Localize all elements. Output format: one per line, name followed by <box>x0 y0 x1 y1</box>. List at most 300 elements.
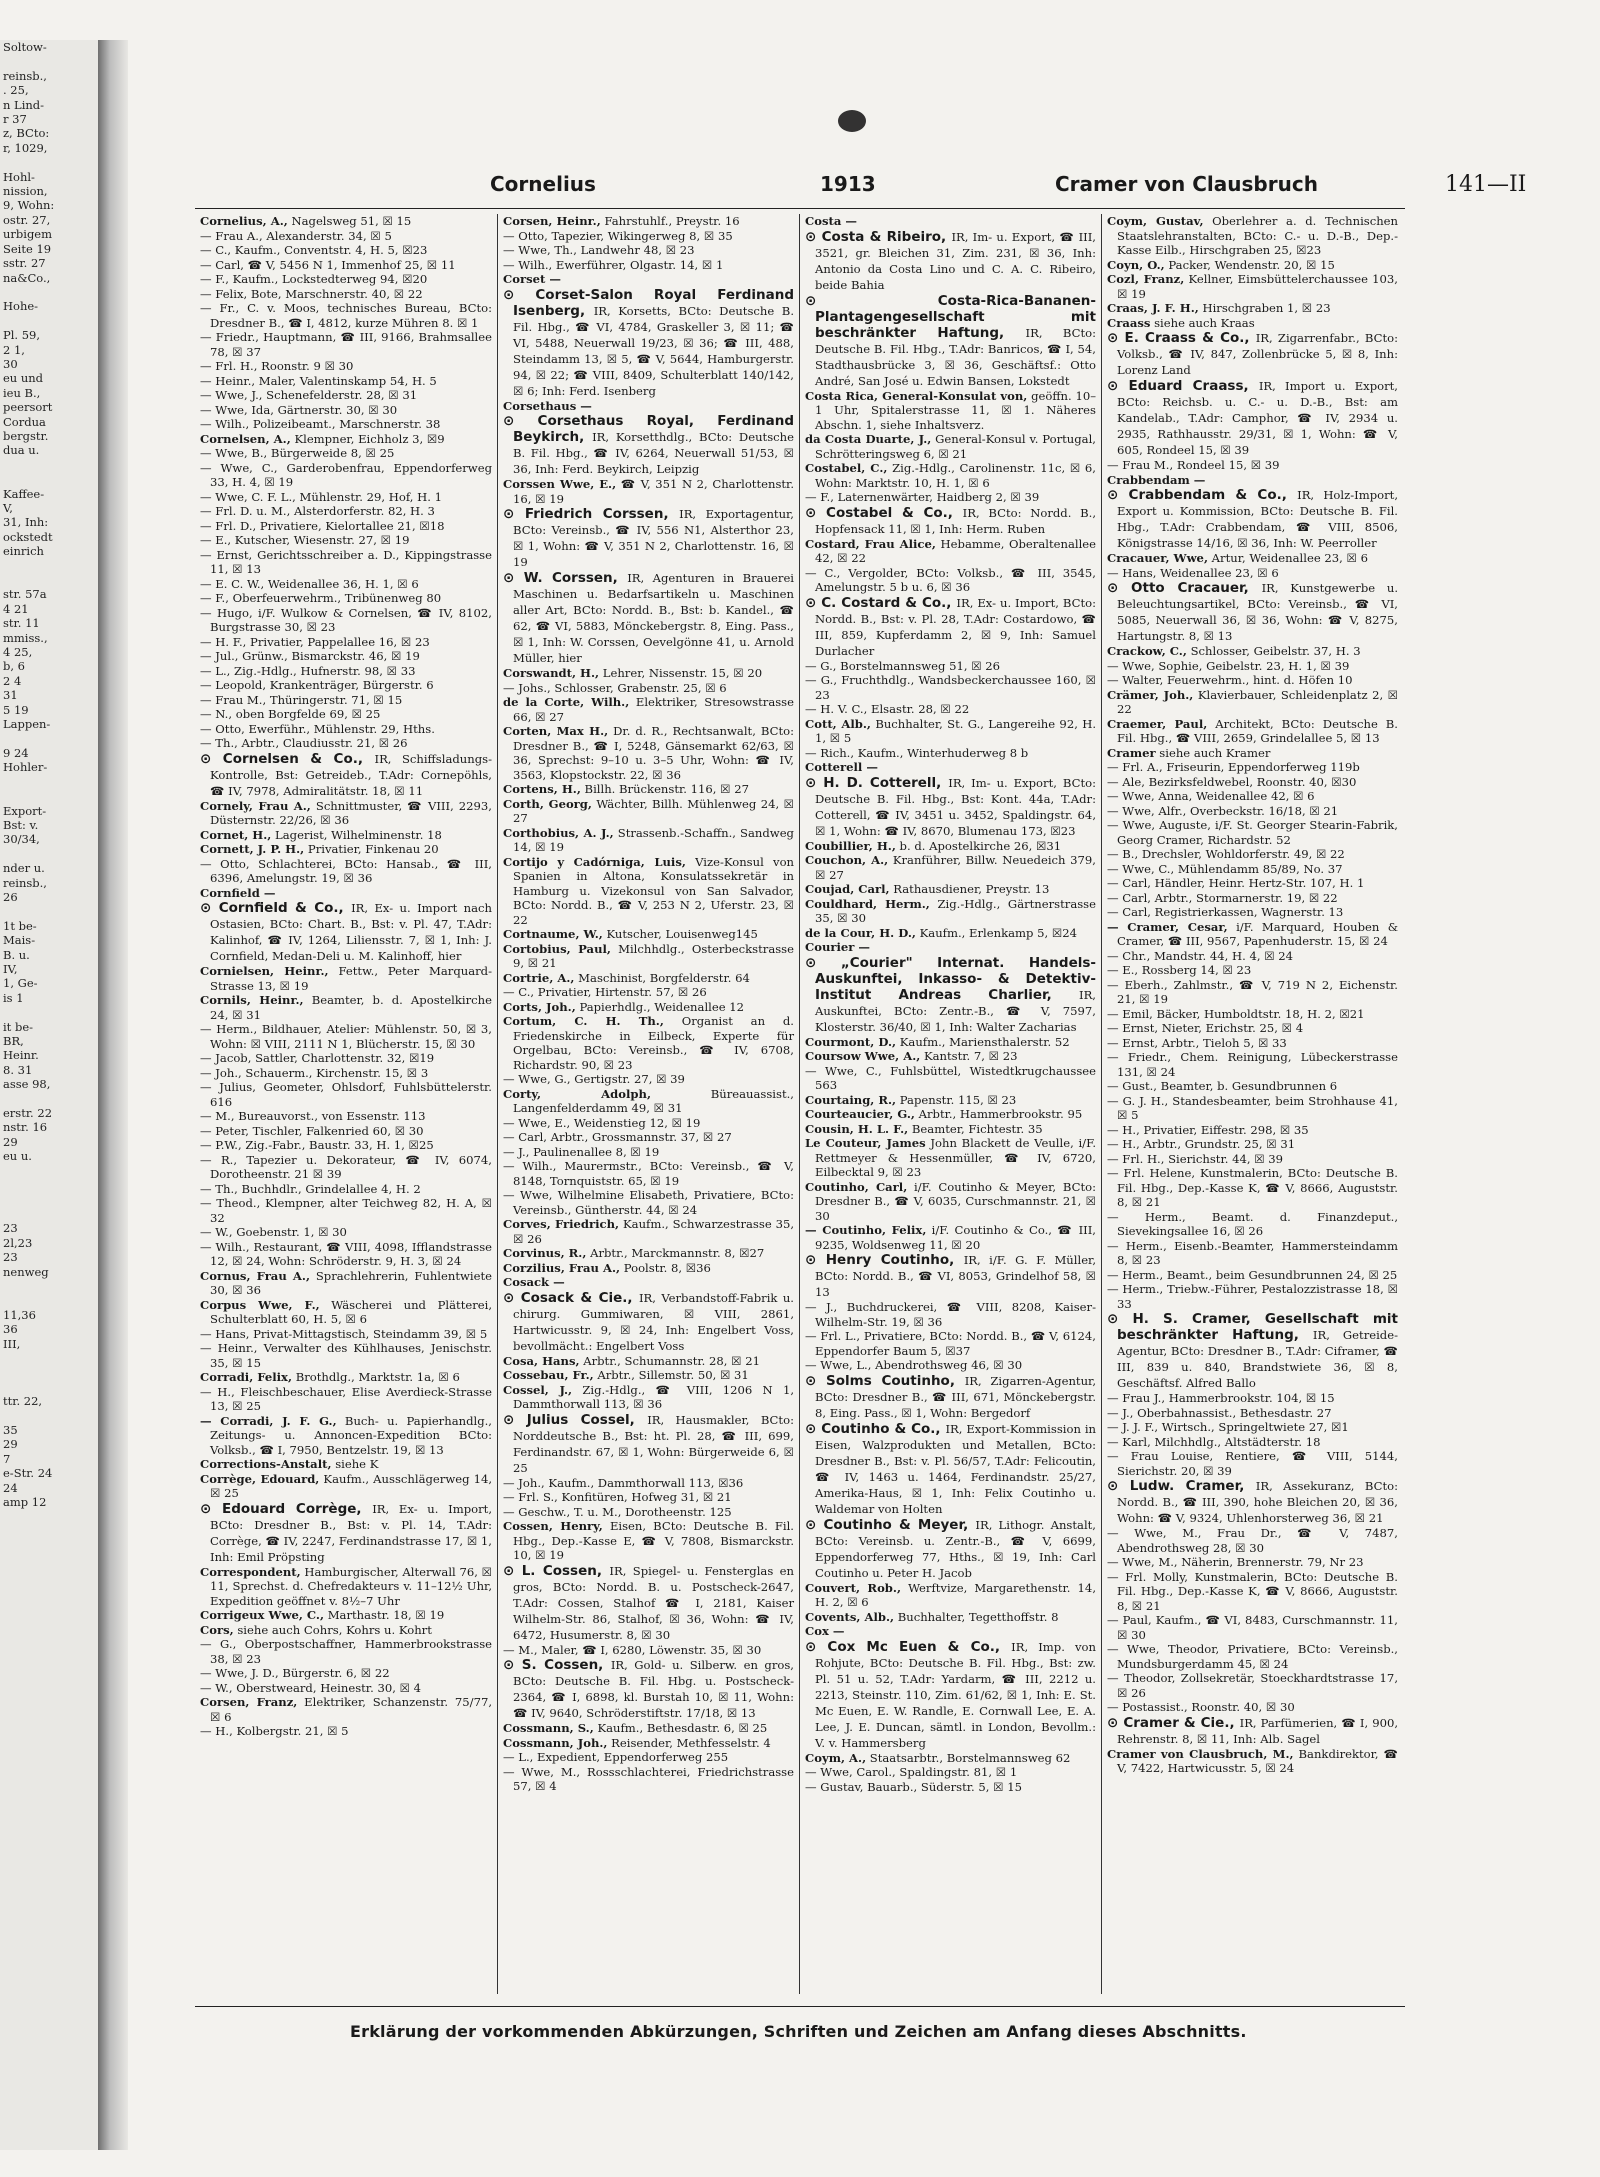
entry-details: Dr. d. R., Rechtsanwalt, BCto: Dresdner B., ☎ I, 5248, Gänsemarkt 62/63, ☒ 36, Sprechst: 9–10 u. 3–5 Uhr, Wohn: ☎ IV, 3563, Klopstockstr. 22, ☒ 36 <box>513 724 795 782</box>
facing-page-line: erstr. 22 <box>3 1106 53 1121</box>
entry-details: Kranführer, Billw. Neuedeich 379, ☒ 27 <box>815 853 1096 882</box>
entry-details: — Rich., Kaufm., Winterhuderweg 8 b <box>805 745 1029 760</box>
entry-details: Hebamme, Oberaltenallee 42, ☒ 22 <box>815 536 1096 565</box>
entry-details: Werftvize, Margarethenstr. 14, H. 2, ☒ 6 <box>815 1580 1096 1609</box>
entry-details: — Frau M., Rondeel 15, ☒ 39 <box>1107 458 1280 472</box>
entry-name: ⊙ Ludw. Cramer, <box>1107 1478 1245 1494</box>
header-first-entry: Cornelius <box>490 172 596 196</box>
entry-name: Craemer, Paul, <box>1107 716 1208 731</box>
directory-entry <box>1107 272 1398 301</box>
facing-page-line: ostr. 27, <box>3 212 51 227</box>
entry-name: Le Couteur, James <box>805 1136 926 1150</box>
directory-entry <box>200 1022 492 1051</box>
entry-name: ⊙ „Courier" Internat. Handels-Auskunftei, Inkasso- & Detektiv-Institut Andreas Charlier, <box>805 954 1096 1003</box>
entry-name: Cott, Alb., <box>805 716 871 731</box>
entry-name: ⊙ C. Costard & Co., <box>805 594 952 611</box>
facing-page-line: ieu B., <box>3 385 41 400</box>
entry-details: Oberlehrer a. d. Technischen Staatslehranstalten, BCto: C.- u. D.-B., Dep.-Kasse Eilb., Hirschgraben 25, ☒23 <box>1117 214 1399 257</box>
entry-details: — Frl. D. u. M., Alsterdorferstr. 82, H. 3 <box>200 504 435 518</box>
directory-entry <box>503 413 794 477</box>
entry-details: — H., Privatier, Eiffestr. 298, ☒ 35 <box>1107 1122 1309 1137</box>
directory-entry <box>805 1624 1096 1639</box>
directory-entry <box>1107 1747 1398 1776</box>
entry-details: Brothdlg., Marktstr. 1a, ☒ 6 <box>295 1370 460 1384</box>
entry-name: Costabel, C., <box>805 461 888 475</box>
entry-details: IR, Korsetthdlg., BCto: Deutsche B. Fil. Hbg., ☎ IV, 6264, Neuerwall 51/53, ☒ 36, Inh: Ferd. Beykirch, Leipzig <box>513 430 794 476</box>
directory-entry <box>200 722 492 737</box>
entry-name: ⊙ Costabel & Co., <box>805 504 953 521</box>
directory-entry <box>805 432 1096 461</box>
directory-entry <box>1107 316 1398 331</box>
entry-details: Papierhdlg., Weidenallee 12 <box>579 999 745 1014</box>
entry-details: — Frl. Molly, Kunstmalerin, BCto: Deutsche B. Fil. Hbg., Dep.-Kasse K, ☎ V, 8666, Auguststr. 8, ☒ 21 <box>1107 1569 1398 1613</box>
entry-name: Cornils, Heinr., <box>200 993 304 1007</box>
entry-name: Corzilius, Frau A., <box>503 1260 621 1275</box>
directory-entry <box>1107 1406 1398 1421</box>
entry-name: Corrigeux Wwe, C., <box>200 1608 324 1622</box>
directory-entry <box>805 659 1096 674</box>
directory-entry <box>200 1225 492 1240</box>
directory-entry <box>805 1581 1096 1610</box>
entry-name: de la Cour, H. D., <box>805 925 916 940</box>
entry-details: — Joh., Schauerm., Kirchenstr. 15, ☒ 3 <box>200 1065 429 1080</box>
facing-page-line: 35 <box>3 1423 18 1437</box>
facing-page-line: Heinr. <box>3 1048 39 1063</box>
entry-name: Cortrie, A., <box>503 970 575 985</box>
facing-page-line <box>0 1409 100 1423</box>
entry-name: Crämer, Joh., <box>1107 687 1194 702</box>
facing-page-line: eu und <box>3 371 44 386</box>
column-1 <box>195 214 497 1994</box>
directory-entry <box>200 606 492 635</box>
facing-page-line: einrich <box>3 544 44 559</box>
entry-details: IR, Schiffsladungs-Kontrolle, Bst: Getreideb., T.Adr: Cornepöhls, ☎ IV, 7978, Admiralitätstr. 18, ☒ 11 <box>210 751 493 798</box>
directory-entry <box>1107 1021 1398 1036</box>
entry-details: geöffn. 10–1 Uhr, Spitalerstrasse 11, ☒ 1. Näheres Abschn. 1, siehe Inhaltsverz. <box>815 388 1096 432</box>
entry-name: Covents, Alb., <box>805 1609 895 1624</box>
directory-entry <box>200 1269 492 1298</box>
entry-name: ⊙ Crabbendam & Co., <box>1107 487 1287 503</box>
directory-entry <box>1107 949 1398 964</box>
entry-details: Büreauassist., Langenfelderdamm 49, ☒ 31 <box>513 1086 794 1115</box>
entry-details: — Wwe, C., Mühlendamm 85/89, No. 37 <box>1107 861 1343 876</box>
facing-page-line: 1t be- <box>3 918 37 933</box>
entry-name: ⊙ Edouard Corrège, <box>200 1500 362 1517</box>
directory-entry <box>503 1145 794 1160</box>
column-3 <box>799 214 1101 1994</box>
entry-name: Corvinus, R., <box>503 1246 587 1260</box>
directory-entry <box>200 751 492 799</box>
directory-entry <box>1107 1036 1398 1051</box>
directory-entry <box>200 828 492 843</box>
entry-name: ⊙ Friedrich Corssen, <box>503 506 669 522</box>
directory-entry <box>1107 905 1398 920</box>
entry-name: Cousin, H. L. F., <box>805 1121 909 1136</box>
entry-details: IR, Export-Kommission in Eisen, Walzprodukten und Metallen, BCto: Dresdner B., Bst: v. Pl. 56/57, T.Adr: Felicoutin, ☎ IV, 1463 u. 1464, Ferdinandstr. 25/27, Amerika-Haus, ☒ 1, Inh: Felix Coutinho u. Waldemar von Holten <box>815 1421 1096 1516</box>
entry-details: — Paul, Kaufm., ☎ VI, 8483, Curschmannstr. 11, ☒ 30 <box>1107 1613 1398 1642</box>
entry-details: — Wwe, C. F. L., Mühlenstr. 29, Hof, H. 1 <box>200 489 442 504</box>
entry-details: Poolstr. 8, ☒36 <box>623 1260 711 1275</box>
entry-details: Privatier, Finkenau 20 <box>307 842 439 856</box>
entry-details: — P.W., Zig.-Fabr., Baustr. 33, H. 1, ☒25 <box>200 1138 434 1152</box>
entry-name: Corrections-Anstalt, <box>200 1457 332 1471</box>
facing-page-line <box>0 573 100 587</box>
entry-name: ⊙ S. Cossen, <box>503 1657 604 1673</box>
entry-name: Craass <box>1107 315 1151 330</box>
directory-entry <box>1107 746 1398 761</box>
entry-details: — G., Borstelmannsweg 51, ☒ 26 <box>805 658 1001 673</box>
running-header <box>490 172 1580 204</box>
entry-details: — Wwe, Wilhelmine Elisabeth, Privatiere, BCto: Vereinsb., Güntherstr. 44, ☒ 24 <box>503 1188 794 1217</box>
entry-name: Cornelsen, A., <box>200 431 291 446</box>
directory-entry <box>805 461 1096 490</box>
facing-page-line: Hohl- <box>3 169 35 184</box>
entry-name: Crackow, C., <box>1107 644 1187 658</box>
facing-page-line: 31, Inh: <box>3 515 49 530</box>
facing-page-line: Cordua <box>3 414 46 429</box>
facing-page-line: Mais- <box>3 933 36 948</box>
entry-details: — Herm., Bildhauer, Atelier: Mühlenstr. 50, ☒ 3, Wohn: ☒ VIII, 2111 N 1, Blücherstr. 15, ☒ 30 <box>200 1022 492 1051</box>
directory-entry <box>805 1252 1096 1300</box>
entry-details: IR, Agenturen in Brauerei Maschinen u. Bedarfsartikeln u. Maschinen aller Art, BCto: Nordd. B., Bst: b. Kandel., ☎ 62, ☎ VI, 5883, Mönckebergstr. 8, Eing. Pass., ☒ 1, Inh: W. Corssen, Oevelgönne 41, u. Arnold Müller, hier <box>513 571 795 665</box>
directory-entry <box>805 775 1096 839</box>
directory-entry <box>1107 963 1398 978</box>
facing-page-line <box>0 1351 100 1365</box>
entry-details: IR, Parfümerien, ☎ I, 900, Rehrenstr. 8, ☒ 11, Inh: Alb. Sagel <box>1117 1715 1399 1746</box>
directory-entry <box>503 1750 794 1765</box>
directory-entry <box>200 229 492 244</box>
entry-name: Cornely, Frau A., <box>200 798 311 813</box>
directory-entry <box>200 799 492 828</box>
directory-entry <box>1107 920 1398 949</box>
entry-name: ⊙ Cosack & Cie., <box>503 1289 633 1306</box>
directory-entry <box>200 736 492 751</box>
entry-name: Cornelius, A., <box>200 214 288 228</box>
directory-entry <box>805 882 1096 897</box>
directory-entry <box>200 1724 492 1739</box>
directory-entry <box>503 782 794 797</box>
entry-details: — Otto, Schlachterei, BCto: Hansab., ☎ III, 6396, Amelungstr. 19, ☒ 36 <box>200 856 492 885</box>
entry-details: IR, Getreide-Agentur, BCto: Dresdner B., T.Adr: Ciframer, ☎ III, 839 u. 840, Brandstwiete 36, ☒ 8, Geschäftsf. Alfred Ballo <box>1117 1328 1399 1390</box>
directory-entry <box>1107 1449 1398 1478</box>
directory-entry <box>200 533 492 548</box>
directory-entry <box>503 695 794 724</box>
entry-details: Kaufm., Schwarzestrasse 35, ☒ 26 <box>513 1217 795 1246</box>
entry-name: Corsethaus — <box>503 398 592 413</box>
entry-details: IR, Ex- u. Import, BCto: Dresdner B., Bst: v. Pl. 14, T.Adr: Corrège, ☎ IV, 2247, Ferdinandstrasse 17, ☒ 1, Inh: Emil Pröpsting <box>210 1501 492 1564</box>
directory-entry <box>1107 804 1398 819</box>
entry-name: Coym, Gustav, <box>1107 214 1204 228</box>
directory-entry <box>805 1421 1096 1517</box>
directory-entry <box>503 985 794 1000</box>
facing-page-line <box>0 775 100 789</box>
directory-entry <box>503 477 794 506</box>
directory-entry <box>1107 673 1398 688</box>
entry-details: — H., Kolbergstr. 21, ☒ 5 <box>200 1724 349 1738</box>
entry-details: — Wwe, M., Näherin, Brennerstr. 79, Nr 23 <box>1107 1555 1364 1569</box>
entry-name: Cosa, Hans, <box>503 1353 580 1368</box>
entry-name: Cornfield — <box>200 885 276 900</box>
entry-details: — E., Kutscher, Wiesenstr. 27, ☒ 19 <box>200 533 410 547</box>
directory-entry <box>805 595 1096 659</box>
entry-details: — Wwe, Th., Landwehr 48, ☒ 23 <box>503 243 695 257</box>
entry-details: Beamter, b. d. Apostelkirche 24, ☒ 31 <box>210 993 492 1022</box>
entry-details: — Felix, Bote, Marschnerstr. 40, ☒ 22 <box>200 286 423 301</box>
entry-details: — Chr., Mandstr. 44, H. 4, ☒ 24 <box>1107 948 1294 963</box>
entry-details: — Frl. L., Privatiere, BCto: Nordd. B., ☎ V, 6124, Eppendorfer Baum 5, ☒37 <box>805 1329 1096 1358</box>
directory-entry <box>503 1563 794 1643</box>
entry-details: — Gust., Beamter, b. Gesundbrunnen 6 <box>1107 1079 1338 1093</box>
directory-entry <box>805 897 1096 926</box>
directory-entry <box>1107 1268 1398 1283</box>
entry-details: Kutscher, Louisenweg145 <box>606 927 758 941</box>
directory-entry <box>200 577 492 592</box>
directory-entry <box>503 1721 794 1736</box>
entry-details: — Frl. A., Friseurin, Eppendorferweg 119b <box>1107 760 1360 774</box>
directory-entry <box>503 1736 794 1751</box>
entry-name: Courmont, D., <box>805 1034 897 1049</box>
entry-details: — C., Vergolder, BCto: Volksb., ☎ III, 3545, Amelungstr. 5 b u. 6, ☒ 36 <box>805 565 1096 594</box>
directory-entry <box>805 293 1096 389</box>
entry-details: — Carl, Arbtr., Grossmannstr. 37, ☒ 27 <box>503 1130 732 1144</box>
facing-page-line: mmiss., <box>3 630 48 645</box>
entry-details: — Postassist., Roonstr. 40, ☒ 30 <box>1107 1700 1295 1714</box>
entry-details: Arbtr., Hammerbrookstr. 95 <box>918 1107 1083 1121</box>
entry-details: Schlosser, Geibelstr. 37, H. 3 <box>1190 644 1361 658</box>
entry-name: Corssen Wwe, E., <box>503 477 617 491</box>
entry-details: — Leopold, Krankenträger, Bürgerstr. 6 <box>200 678 434 692</box>
entry-details: Beamter, Fichtestr. 35 <box>911 1121 1043 1136</box>
entry-details: — J., Oberbahnassist., Bethesdastr. 27 <box>1107 1405 1332 1420</box>
facing-page-line: na&Co., <box>3 270 51 285</box>
facing-page-line: 36 <box>3 1322 18 1337</box>
entry-name: ⊙ Costa & Ribeiro, <box>805 228 947 245</box>
directory-entry <box>200 1066 492 1081</box>
directory-entry <box>200 1109 492 1124</box>
entry-details: i/F. Marquard, Houben & Cramer, ☎ III, 9567, Papenhuderstr. 15, ☒ 24 <box>1117 919 1399 948</box>
facing-page-line: asse 98, <box>3 1077 51 1092</box>
directory-entry <box>200 1457 492 1472</box>
entry-details: — Wwe, L., Abendrothsweg 46, ☒ 30 <box>805 1358 1023 1372</box>
entry-name: Cracauer, Wwe, <box>1107 551 1208 565</box>
entry-details: — Wilh., Polizeibeamt., Marschnerstr. 38 <box>200 417 441 431</box>
directory-entry <box>1107 1123 1398 1138</box>
facing-page-line: z, BCto: <box>3 126 50 141</box>
entry-name: ⊙ Corsethaus Royal, Ferdinand Beykirch, <box>503 413 794 445</box>
facing-page-line: n Lind- <box>3 97 45 112</box>
header-last-entry: Cramer von Clausbruch <box>1055 172 1318 196</box>
entry-name: Cornet, H., <box>200 827 272 842</box>
entry-details: Kaufm., Erlenkamp 5, ☒24 <box>919 925 1077 940</box>
facing-page-line: nder u. <box>3 861 45 876</box>
directory-entry <box>1107 862 1398 877</box>
directory-entry <box>805 1517 1096 1581</box>
entry-name: Corves, Friedrich, <box>503 1217 620 1231</box>
entry-details: General-Konsul v. Portugal, Schrötteringsweg 6, ☒ 21 <box>815 432 1096 461</box>
entry-details: — Johs., Schlosser, Grabenstr. 25, ☒ 6 <box>503 680 727 695</box>
directory-entry <box>1107 1478 1398 1526</box>
entry-name: Cosack — <box>503 1275 565 1289</box>
directory-entry <box>1107 1642 1398 1671</box>
entry-details: — L., Zig.-Hdlg., Hufnerstr. 98, ☒ 33 <box>200 663 416 678</box>
entry-details: — L., Expedient, Eppendorferweg 255 <box>503 1750 729 1764</box>
entry-details: — Karl, Milchhdlg., Altstädterstr. 18 <box>1107 1434 1321 1449</box>
entry-details: — Frau J., Hammerbrookstr. 104, ☒ 15 <box>1107 1391 1335 1405</box>
facing-page-line <box>0 155 100 169</box>
entry-details: — G., Fruchthdlg., Wandsbeckerchaussee 160, ☒ 23 <box>805 673 1096 702</box>
directory-entry <box>805 853 1096 882</box>
directory-entry <box>200 649 492 664</box>
directory-entry <box>200 635 492 650</box>
entry-details: — Ernst, Nieter, Erichstr. 25, ☒ 4 <box>1107 1021 1304 1035</box>
entry-details: Kaufm., Ausschlägerweg 14, ☒ 25 <box>210 1471 493 1500</box>
entry-details: Packer, Wendenstr. 20, ☒ 15 <box>1168 257 1335 272</box>
entry-details: — J. J. F., Wirtsch., Springeltwiete 27, ☒1 <box>1107 1420 1349 1434</box>
directory-entry <box>1107 580 1398 644</box>
entry-details: Kaufm., Bethesdastr. 6, ☒ 25 <box>597 1721 768 1735</box>
entry-details: Lagerist, Wilhelminenstr. 18 <box>275 827 442 842</box>
facing-page-line <box>0 847 100 861</box>
directory-entry <box>503 1000 794 1015</box>
entry-details: IR, Exportagentur, BCto: Vereinsb., ☎ IV, 556 N1, Alsterthor 23, ☒ 1, Wohn: ☎ V, 351 N 2, Charlottenstr. 16, ☒ 19 <box>513 507 794 569</box>
directory-entry <box>200 591 492 606</box>
directory-entry <box>503 1490 794 1505</box>
entry-name: Cramer <box>1107 745 1156 760</box>
entry-name: Cossel, J., <box>503 1382 573 1397</box>
facing-page-line <box>0 314 100 328</box>
entry-name: Couvert, Rob., <box>805 1580 901 1595</box>
entry-details: Vize-Konsul von Spanien in Altona, Konsulatssekretär in Hamburg u. Vizekonsul von San Salvador, BCto: Nordd. B., ☎ V, 253 N 2, Uferstr. 23, ☒ 22 <box>513 854 795 927</box>
directory-entry <box>200 446 492 461</box>
directory-entry <box>503 258 794 273</box>
page-number: 141—II <box>1445 172 1527 197</box>
facing-page-line: Soltow- <box>3 40 47 54</box>
directory-entry <box>1107 659 1398 674</box>
entry-name: Corpus Wwe, F., <box>200 1297 320 1312</box>
entry-details: — Geschw., T. u. M., Dorotheenstr. 125 <box>503 1504 732 1519</box>
entry-details: Fettw., Peter Marquard-Strasse 13, ☒ 19 <box>210 964 493 993</box>
footer-rule <box>195 2006 1405 2007</box>
entry-details: — Frau M., Thüringerstr. 71, ☒ 15 <box>200 692 403 707</box>
entry-details: — Frau Louise, Rentiere, ☎ VIII, 5144, Sierichstr. 20, ☒ 39 <box>1107 1449 1398 1478</box>
entry-details: IR, Lithogr. Anstalt, BCto: Vereinsb. u. Zentr.-B., ☎ V, 6699, Eppendorferweg 77, Hths., ☒ 19, Inh: Carl Coutinho u. Peter H. Jacob <box>815 1517 1096 1580</box>
entry-details: IR, Ex- u. Import nach Ostasien, BCto: Chart. B., Bst: v. Pl. 47, T.Adr: Kalinhof, ☎ IV, 1264, Liliensstr. 7, ☒ 1, Inh: J. Cornfield, Medan-Deli u. M. Kalinhoff, hier <box>210 901 493 963</box>
facing-page-line: Seite 19 <box>3 241 52 256</box>
directory-entry <box>1107 214 1398 258</box>
directory-entry <box>200 272 492 287</box>
facing-page-line: 31 <box>3 688 18 703</box>
facing-page-line <box>0 559 100 573</box>
directory-entry <box>200 1681 492 1696</box>
entry-details: Elektriker, Schanzenstr. 75/77, ☒ 6 <box>210 1695 493 1724</box>
entry-details: Klempner, Eichholz 3, ☒9 <box>294 431 445 446</box>
directory-entry <box>805 1639 1096 1751</box>
entry-details: — Wwe, Alfr., Overbeckstr. 16/18, ☒ 21 <box>1107 803 1339 818</box>
entry-details: — G., Oberpostschaffner, Hammerbrookstrasse 38, ☒ 23 <box>200 1637 492 1666</box>
directory-entry <box>805 940 1096 955</box>
entry-name: Cors, <box>200 1622 234 1637</box>
entry-name: Corts, Joh., <box>503 999 576 1014</box>
directory-entry <box>200 490 492 505</box>
directory-entry <box>1107 1526 1398 1555</box>
facing-page-line: . 25, <box>3 83 29 98</box>
directory-entry <box>200 359 492 374</box>
directory-entry <box>503 681 794 696</box>
entry-details: — Wwe, Anna, Weidenallee 42, ☒ 6 <box>1107 789 1315 803</box>
entry-details: IR, BCto: Nordd. B., Hopfensack 11, ☒ 1, Inh: Herm. Ruben <box>815 505 1097 536</box>
entry-details: IR, Spiegel- u. Fensterglas en gros, BCto: Nordd. B. u. Postscheck-2647, T.Adr: Cossen, Stalhof ☎ I, 2181, Kaiser Wilhelm-Str. 86, Stalhof, ☒ 36, Wohn: ☎ IV, 6472, Husumerstr. 8, ☒ 30 <box>513 1563 794 1642</box>
directory-entry <box>200 214 492 229</box>
directory-entry <box>805 1329 1096 1358</box>
entry-details: Kaufm., Mariensthalerstr. 52 <box>899 1034 1070 1049</box>
facing-page-line: 29 <box>3 1134 18 1149</box>
facing-page-line: eu u. <box>3 1149 32 1164</box>
entry-details: Artur, Weidenallee 23, ☒ 6 <box>1211 551 1368 565</box>
entry-details: Zig.-Hdlg., Gärtnerstrasse 35, ☒ 30 <box>815 896 1096 925</box>
facing-page-line: Kaffee- <box>3 486 45 501</box>
directory-entry <box>200 258 492 273</box>
entry-details: — Jacob, Sattler, Charlottenstr. 32, ☒19 <box>200 1051 435 1065</box>
facing-page-line: nstr. 16 <box>3 1120 48 1135</box>
entry-name: ⊙ Cornfield & Co., <box>200 900 344 916</box>
facing-page-fragment <box>0 40 100 2150</box>
entry-details: — R., Tapezier u. Dekorateur, ☎ IV, 6074, Dorotheenstr. 21 ☒ 39 <box>200 1152 492 1181</box>
directory-entry <box>200 1608 492 1623</box>
entry-details: IR, Ex- u. Import, BCto: Nordd. B., Bst: v. Pl. 28, T.Adr: Costardowo, ☎ III, 859, Kupferdamm 2, ☒ 9, Inh: Samuel Durlacher <box>815 595 1097 658</box>
directory-entry <box>805 955 1096 1035</box>
entry-details: Reisender, Methfesselstr. 4 <box>611 1735 771 1750</box>
entry-details: — Wwe, Sophie, Geibelstr. 23, H. 1, ☒ 39 <box>1107 658 1350 673</box>
entry-details: — Wilh., Maurermstr., BCto: Vereinsb., ☎ V, 8148, Tornquiststr. 65, ☒ 19 <box>503 1159 794 1188</box>
directory-entry <box>1107 1079 1398 1094</box>
directory-entry <box>1107 789 1398 804</box>
entry-details: — H. V. C., Elsastr. 28, ☒ 22 <box>805 702 970 716</box>
directory-entry <box>503 506 794 570</box>
entry-name: Craas, J. F. H., <box>1107 301 1199 315</box>
facing-page-line: Hohler- <box>3 760 48 775</box>
facing-page-line: 9 24 <box>3 745 29 760</box>
directory-entry <box>1107 330 1398 378</box>
facing-page-line: r, 1029, <box>3 140 48 155</box>
entry-name: Costa Rica, General-Konsulat von, <box>805 388 1028 403</box>
entry-details: Zig.-Hdlg., ☎ VIII, 1206 N 1, Dammthorwall 113, ☒ 36 <box>513 1382 795 1411</box>
directory-entry <box>200 993 492 1022</box>
entry-details: — Otto, Ewerführ., Mühlenstr. 29, Hths. <box>200 721 435 736</box>
entry-details: — Wwe, Theodor, Privatiere, BCto: Vereinsb., Mundsburgerdamm 45, ☒ 24 <box>1107 1642 1398 1671</box>
directory-entry <box>1107 378 1398 458</box>
directory-entry <box>503 1657 794 1721</box>
entry-details: — Herm., Eisenb.-Beamter, Hammersteindamm 8, ☒ 23 <box>1107 1238 1398 1267</box>
entry-details: — Hans, Privat-Mittagstisch, Steindamm 39, ☒ 5 <box>200 1326 488 1341</box>
directory-entry <box>1107 644 1398 659</box>
facing-page-line: 5 19 <box>3 702 29 717</box>
directory-entry <box>200 388 492 403</box>
entry-name: Cossmann, Joh., <box>503 1735 608 1750</box>
entry-name: ⊙ E. Craass & Co., <box>1107 330 1250 346</box>
entry-details: — Carl, Händler, Heinr. Hertz-Str. 107, H. 1 <box>1107 876 1365 890</box>
facing-page-line: sstr. 27 <box>3 256 46 271</box>
entry-name: ⊙ W. Corssen, <box>503 570 618 586</box>
entry-details: — Herm., Triebw.-Führer, Pestalozzistrasse 18, ☒ 33 <box>1107 1282 1398 1311</box>
entry-details: Schnittmuster, ☎ VIII, 2293, Düsternstr. 22/26, ☒ 36 <box>210 798 492 827</box>
facing-page-line: is 1 <box>3 990 24 1005</box>
entry-details: — W., Oberstweard, Heinestr. 30, ☒ 4 <box>200 1680 422 1695</box>
entry-details: Elektriker, Stresowstrasse 66, ☒ 27 <box>513 695 794 724</box>
directory-entry <box>503 1290 794 1354</box>
entry-name: Corten, Max H., <box>503 724 609 738</box>
directory-entry <box>503 1261 794 1276</box>
entry-details: Eisen, BCto: Deutsche B. Fil. Hbg., Dep.-Kasse E, ☎ V, 7808, Bismarckstr. 10, ☒ 19 <box>513 1519 794 1562</box>
